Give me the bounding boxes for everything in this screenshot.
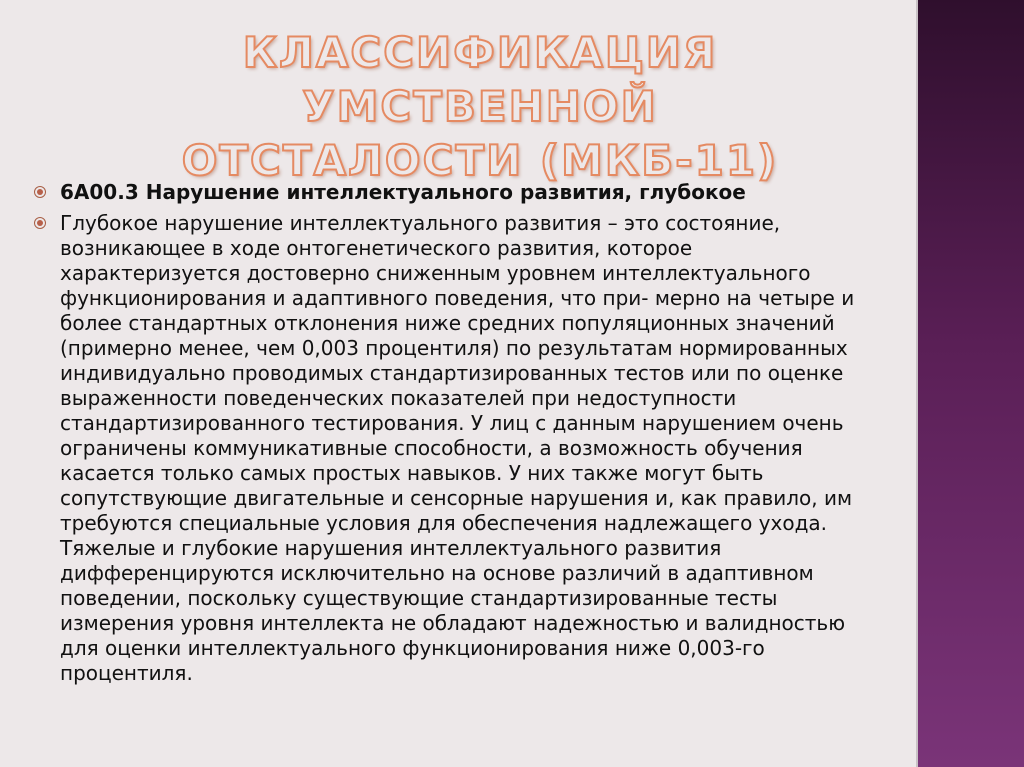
bullet-item-code (34, 180, 860, 205)
slide-content (34, 180, 860, 692)
bullet-text-description: Глубокое нарушение интеллектуального развития – это состояние, возникающее в ходе онтогенетического развития, которое характеризуется достоверно сниженным уровнем интеллектуального функционирования и адаптивного поведения, что при- мерно на четыре и более стандартных отклонения ниже средних популяционных значений (примерно менее, чем 0,003 процентиля) по результатам нормированных индивидуально проводимых стандартизированных тестов или по оценке выраженности поведенческих показателей при недоступности стандартизированного тестирования. У лиц с данным нарушением очень ограничены коммуникативные способности, а возможность обучения касается только самых простых навыков. У них также могут быть сопутствующие двигательные и сенсорные нарушения и, как правило, им требуются специальные условия для обеспечения надлежащего ухода. Тяжелые и глубокие нарушения интеллектуального развития дифференцируются исключительно на основе различий в адаптивном поведении, поскольку существующие стандартизированные тесты измерения уровня интеллекта не обладают надежностью и валидностью для оценки интеллектуального функционирования ниже 0,003-го процентиля. (60, 211, 855, 685)
slide-title (70, 26, 890, 188)
bullet-item-description (34, 211, 860, 686)
accent-gradient-bar (918, 0, 1024, 767)
bullet-icon (34, 217, 46, 229)
title-line-2: ОТСТАЛОСТИ (МКБ-11) (181, 136, 779, 185)
bullet-icon (34, 186, 46, 198)
title-line-1: КЛАССИФИКАЦИЯ УМСТВЕННОЙ (242, 28, 718, 131)
bullet-text-code: 6A00.3 Нарушение интеллектуального развития, глубокое (60, 180, 746, 204)
